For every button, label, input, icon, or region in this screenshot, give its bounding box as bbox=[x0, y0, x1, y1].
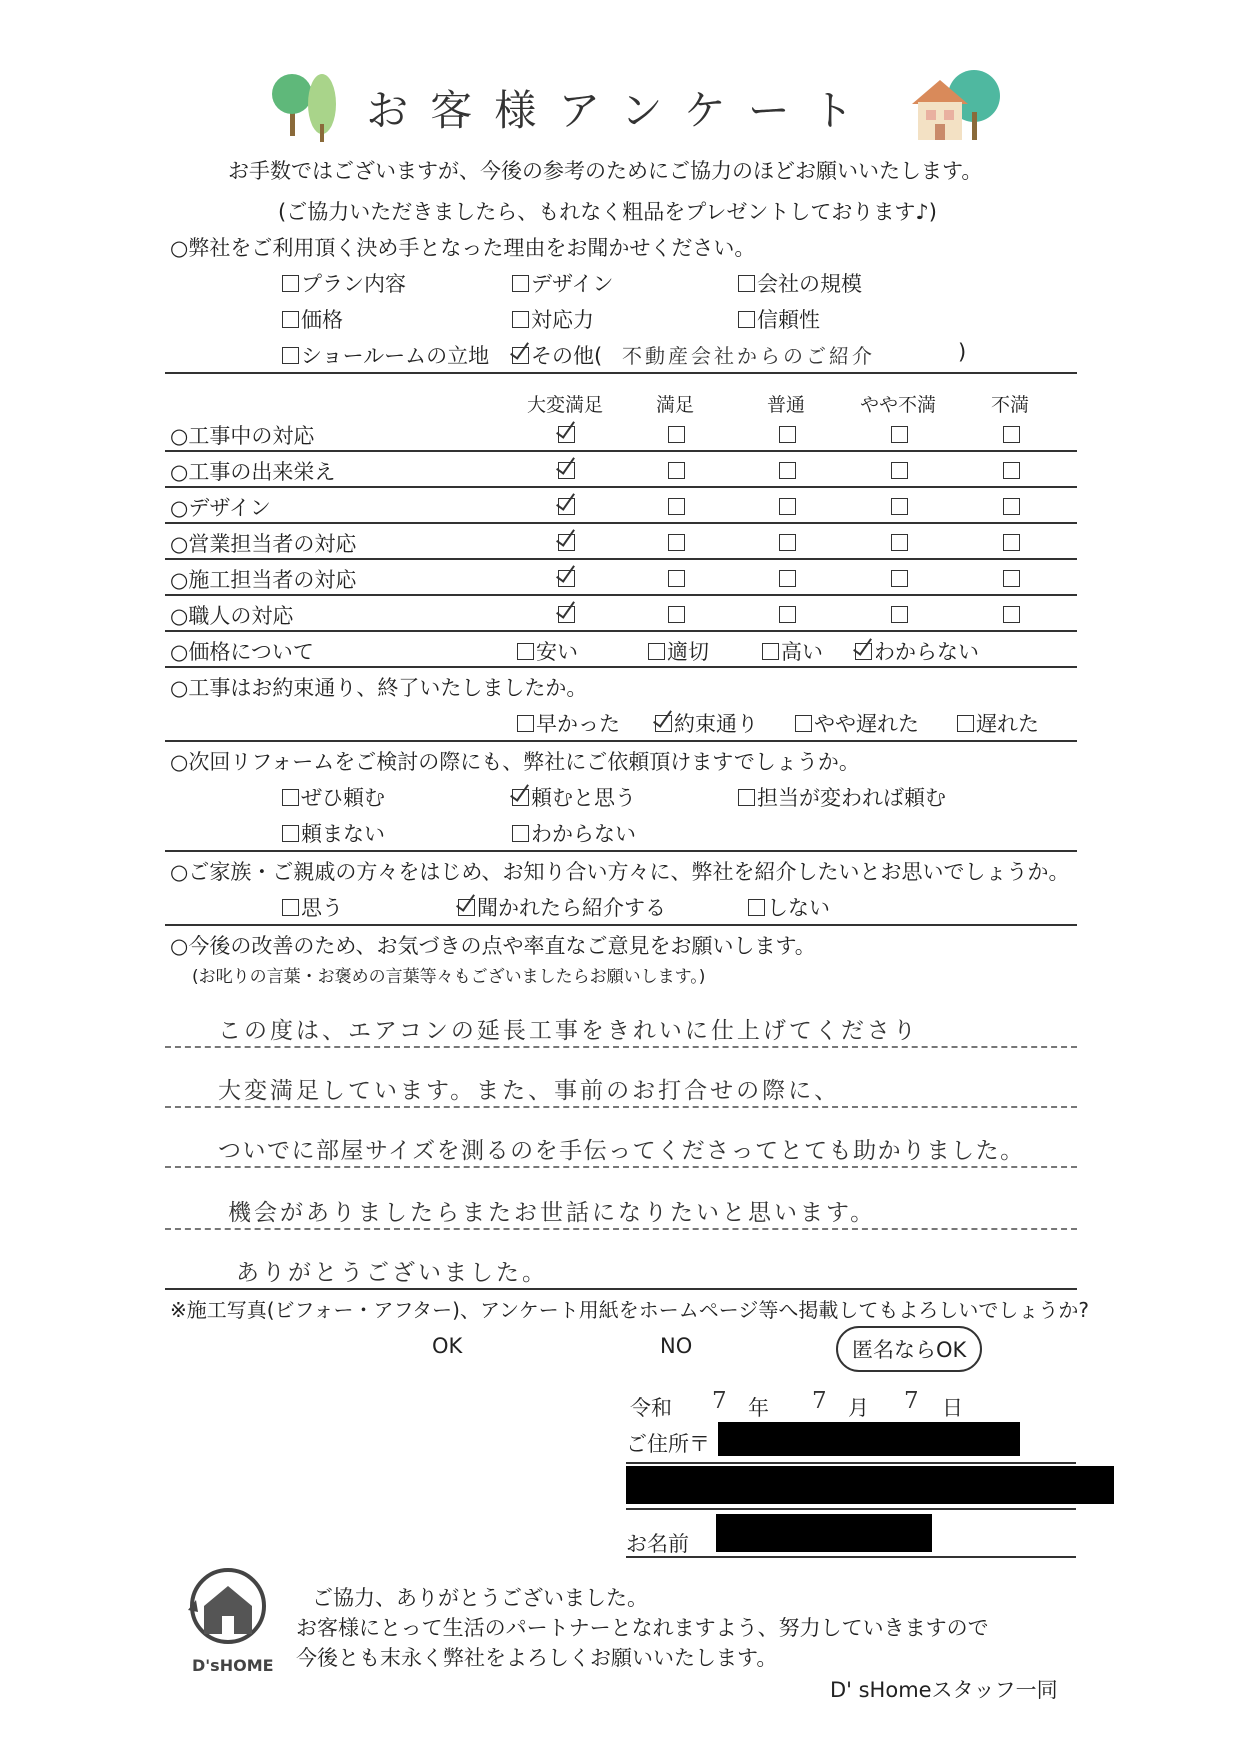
date-day-unit: 日 bbox=[942, 1396, 963, 1420]
footer-thanks: ご協力、ありがとうございました。 bbox=[312, 1586, 648, 1610]
redacted-address bbox=[718, 1422, 1020, 1456]
next-option[interactable]: 担当が変われば頼む bbox=[738, 782, 946, 812]
rating-checkbox[interactable] bbox=[558, 606, 575, 623]
rating-checkbox[interactable] bbox=[558, 498, 575, 515]
reason-option[interactable]: デザイン bbox=[512, 268, 614, 298]
price-option[interactable]: 高い bbox=[762, 636, 823, 666]
reason-option[interactable]: 対応力 bbox=[512, 304, 594, 334]
redacted-address-line2 bbox=[626, 1466, 1114, 1504]
rating-checkbox[interactable] bbox=[1003, 534, 1020, 551]
reason-option[interactable]: 信頼性 bbox=[738, 304, 820, 334]
date-day[interactable]: 7 bbox=[904, 1388, 922, 1414]
publish-question: ※施工写真(ビフォー・アフター)、アンケート用紙をホームページ等へ掲載してもよろしいでしょうか? bbox=[170, 1298, 1089, 1322]
footer-message-2: 今後とも末永く弊社をよろしくお願いいたします。 bbox=[296, 1646, 778, 1670]
intro-text: お手数ではございますが、今後の参考のためにご協力のほどお願いいたします。 bbox=[228, 159, 983, 183]
rating-checkbox[interactable] bbox=[1003, 570, 1020, 587]
rating-header: やや不満 bbox=[859, 394, 936, 416]
next-option[interactable]: わからない bbox=[512, 818, 636, 848]
rating-checkbox[interactable] bbox=[558, 426, 575, 443]
rating-checkbox[interactable] bbox=[779, 462, 796, 479]
rating-checkbox[interactable] bbox=[1003, 606, 1020, 623]
rating-checkbox[interactable] bbox=[1003, 498, 1020, 515]
reason-option[interactable]: 価格 bbox=[282, 304, 343, 334]
rating-checkbox[interactable] bbox=[779, 426, 796, 443]
rating-checkbox[interactable] bbox=[668, 426, 685, 443]
rating-checkbox[interactable] bbox=[558, 534, 575, 551]
date-era: 令和 bbox=[630, 1396, 672, 1420]
rating-checkbox[interactable] bbox=[668, 498, 685, 515]
price-question: ○価格について bbox=[170, 640, 314, 664]
comment-subnote: (お叱りの言葉・お褒めの言葉等々もございましたらお願いします。) bbox=[192, 967, 706, 987]
rating-row-label: ○工事中の対応 bbox=[170, 424, 315, 448]
footer-message: お客様にとって生活のパートナーとなれますよう、努力していきますので bbox=[296, 1616, 989, 1640]
schedule-option[interactable]: 遅れた bbox=[957, 708, 1039, 738]
price-option[interactable]: 適切 bbox=[648, 636, 709, 666]
company-logo-icon bbox=[180, 1562, 280, 1658]
rating-checkbox[interactable] bbox=[891, 498, 908, 515]
rating-checkbox[interactable] bbox=[558, 462, 575, 479]
next-option[interactable]: 頼むと思う bbox=[512, 782, 636, 812]
name-label: お名前 bbox=[626, 1532, 689, 1556]
comment-line[interactable]: ついでに部屋サイズを測るのを手伝ってくださってとても助かりました。 bbox=[218, 1138, 1025, 1164]
rating-checkbox[interactable] bbox=[1003, 426, 1020, 443]
rating-checkbox[interactable] bbox=[1003, 462, 1020, 479]
rating-checkbox[interactable] bbox=[779, 570, 796, 587]
rating-checkbox[interactable] bbox=[891, 570, 908, 587]
next-option[interactable]: ぜひ頼む bbox=[282, 782, 385, 812]
date-month-unit: 月 bbox=[848, 1396, 869, 1420]
comment-line[interactable]: 大変満足しています。また、事前のお打合せの際に、 bbox=[218, 1078, 841, 1104]
date-year[interactable]: 7 bbox=[712, 1388, 730, 1414]
rating-checkbox[interactable] bbox=[558, 570, 575, 587]
reason-question: ○弊社をご利用頂く決め手となった理由をお聞かせください。 bbox=[170, 236, 756, 260]
publish-option-anonymous[interactable]: 匿名ならOK bbox=[836, 1326, 982, 1372]
rating-checkbox[interactable] bbox=[668, 606, 685, 623]
intro-note: (ご協力いただきましたら、もれなく粗品をプレゼントしております♪) bbox=[278, 200, 937, 224]
address-label: ご住所〒 bbox=[626, 1432, 710, 1456]
page-title: お客様アンケート bbox=[366, 86, 876, 135]
comment-line[interactable]: この度は、エアコンの延長工事をきれいに仕上げてくださり bbox=[218, 1018, 919, 1044]
rating-header: 満足 bbox=[655, 394, 694, 416]
rating-row-label: ○工事の出来栄え bbox=[170, 460, 336, 484]
reason-other-text[interactable]: 不動産会社からのご紹介 bbox=[622, 344, 875, 368]
schedule-option[interactable]: 早かった bbox=[517, 708, 620, 738]
rating-header: 普通 bbox=[766, 394, 805, 416]
refer-option[interactable]: 聞かれたら紹介する bbox=[458, 892, 666, 922]
schedule-option[interactable]: やや遅れた bbox=[795, 708, 919, 738]
rating-checkbox[interactable] bbox=[668, 462, 685, 479]
reason-option[interactable]: 会社の規模 bbox=[738, 268, 862, 298]
rating-checkbox[interactable] bbox=[891, 462, 908, 479]
next-question: ○次回リフォームをご検討の際にも、弊社にご依頼頂けますでしょうか。 bbox=[170, 750, 860, 774]
company-logo-text: D'sHOME bbox=[192, 1656, 274, 1675]
rating-row-label: ○施工担当者の対応 bbox=[170, 568, 357, 592]
rating-row-label: ○職人の対応 bbox=[170, 604, 294, 628]
refer-question: ○ご家族・ご親戚の方々をはじめ、お知り合い方々に、弊社を紹介したいとお思いでしょうか。 bbox=[170, 860, 1070, 884]
price-option[interactable]: わからない bbox=[855, 636, 979, 666]
rating-checkbox[interactable] bbox=[779, 498, 796, 515]
schedule-question: ○工事はお約束通り、終了いたしましたか。 bbox=[170, 676, 588, 700]
price-option[interactable]: 安い bbox=[517, 636, 578, 666]
rating-row-label: ○営業担当者の対応 bbox=[170, 532, 357, 556]
reason-option-other[interactable]: その他( bbox=[512, 340, 602, 370]
footer-signature: D' sHomeスタッフ一同 bbox=[830, 1678, 1058, 1702]
reason-option[interactable]: プラン内容 bbox=[282, 268, 406, 298]
next-option[interactable]: 頼まない bbox=[282, 818, 385, 848]
comment-line[interactable]: 機会がありましたらまたお世話になりたいと思います。 bbox=[228, 1200, 877, 1226]
rating-checkbox[interactable] bbox=[779, 606, 796, 623]
rating-checkbox[interactable] bbox=[891, 606, 908, 623]
publish-option-no[interactable]: NO bbox=[660, 1334, 693, 1358]
rating-checkbox[interactable] bbox=[891, 426, 908, 443]
rating-checkbox[interactable] bbox=[668, 570, 685, 587]
comment-question: ○今後の改善のため、お気づきの点や率直なご意見をお願いします。 bbox=[170, 934, 816, 958]
reason-option[interactable]: ショールームの立地 bbox=[282, 340, 489, 370]
comment-line[interactable]: ありがとうございました。 bbox=[236, 1260, 548, 1286]
rating-checkbox[interactable] bbox=[779, 534, 796, 551]
refer-option[interactable]: 思う bbox=[282, 892, 343, 922]
refer-option[interactable]: しない bbox=[748, 892, 830, 922]
rating-checkbox[interactable] bbox=[668, 534, 685, 551]
rating-header: 大変満足 bbox=[526, 394, 603, 416]
date-month[interactable]: 7 bbox=[812, 1388, 830, 1414]
rating-checkbox[interactable] bbox=[891, 534, 908, 551]
reason-other-close: ) bbox=[958, 340, 967, 364]
rating-header: 不満 bbox=[990, 394, 1029, 416]
date-year-unit: 年 bbox=[748, 1396, 769, 1420]
redacted-name bbox=[716, 1514, 932, 1552]
schedule-option[interactable]: 約束通り bbox=[655, 708, 758, 738]
rating-row-label: ○デザイン bbox=[170, 496, 271, 520]
publish-option-ok[interactable]: OK bbox=[432, 1334, 463, 1358]
